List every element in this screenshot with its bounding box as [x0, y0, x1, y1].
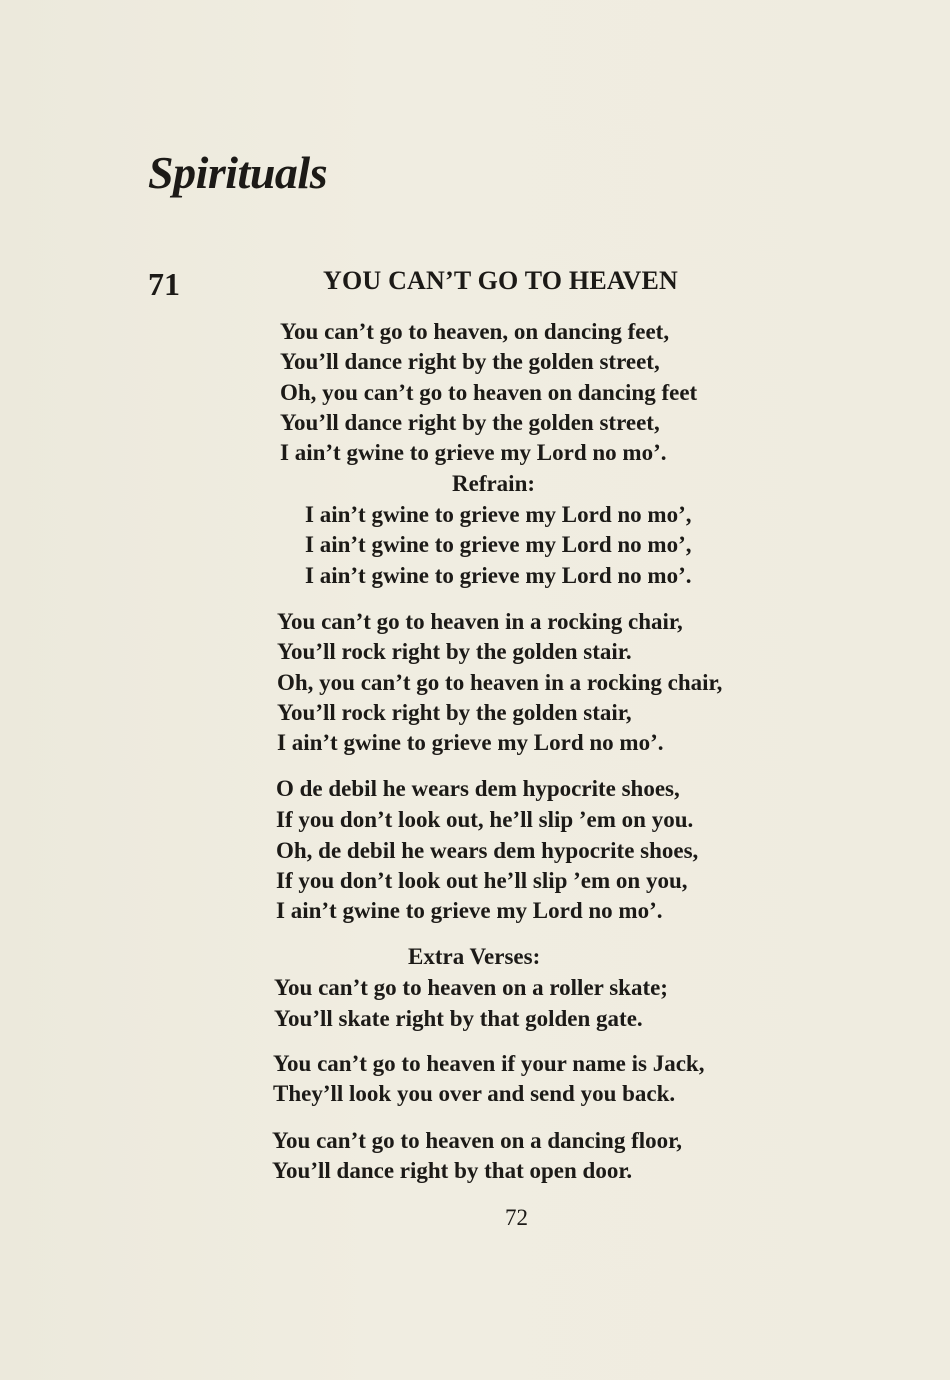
extra-verses-label: Extra Verses:	[408, 944, 541, 969]
song-title: YOU CAN’T GO TO HEAVEN	[323, 266, 678, 295]
section-title: Spirituals	[148, 147, 328, 198]
refrain-line: I ain’t gwine to grieve my Lord no mo’,	[305, 532, 692, 557]
verse-line: You’ll rock right by the golden stair,	[277, 700, 632, 725]
extra-verse-line: They’ll look you over and send you back.	[273, 1081, 676, 1106]
song-number: 71	[148, 266, 180, 302]
refrain-label: Refrain:	[452, 471, 536, 496]
verse-line: You’ll dance right by the golden street,	[280, 410, 660, 435]
verse-line: I ain’t gwine to grieve my Lord no mo’.	[277, 730, 664, 755]
extra-verse-line: You can’t go to heaven on a roller skate;	[274, 975, 668, 1000]
extra-verse-line: You can’t go to heaven if your name is Jack,	[273, 1051, 705, 1076]
verse-line: You can’t go to heaven, on dancing feet,	[280, 319, 670, 344]
verse-line: Oh, you can’t go to heaven in a rocking chair,	[277, 670, 723, 695]
page-number: 72	[505, 1205, 528, 1230]
extra-verse-line: You’ll dance right by that open door.	[272, 1158, 633, 1183]
verse-line: O de debil he wears dem hypocrite shoes,	[276, 776, 680, 801]
verse-line: If you don’t look out, he’ll slip ’em on you.	[276, 807, 694, 832]
verse-line: I ain’t gwine to grieve my Lord no mo’.	[276, 898, 663, 923]
verse-line: If you don’t look out he’ll slip ’em on you,	[276, 868, 688, 893]
verse-line: Oh, you can’t go to heaven on dancing feet	[280, 380, 698, 405]
verse-line: Oh, de debil he wears dem hypocrite shoes,	[276, 838, 699, 863]
verse-line: You’ll dance right by the golden street,	[280, 349, 660, 374]
refrain-line: I ain’t gwine to grieve my Lord no mo’.	[305, 563, 692, 588]
verse-line: You’ll rock right by the golden stair.	[277, 639, 632, 664]
extra-verse-line: You can’t go to heaven on a dancing floor,	[272, 1128, 682, 1153]
refrain-line: I ain’t gwine to grieve my Lord no mo’,	[305, 502, 692, 527]
verse-line: I ain’t gwine to grieve my Lord no mo’.	[280, 440, 667, 465]
extra-verse-line: You’ll skate right by that golden gate.	[274, 1006, 643, 1031]
verse-line: You can’t go to heaven in a rocking chair,	[277, 609, 683, 634]
